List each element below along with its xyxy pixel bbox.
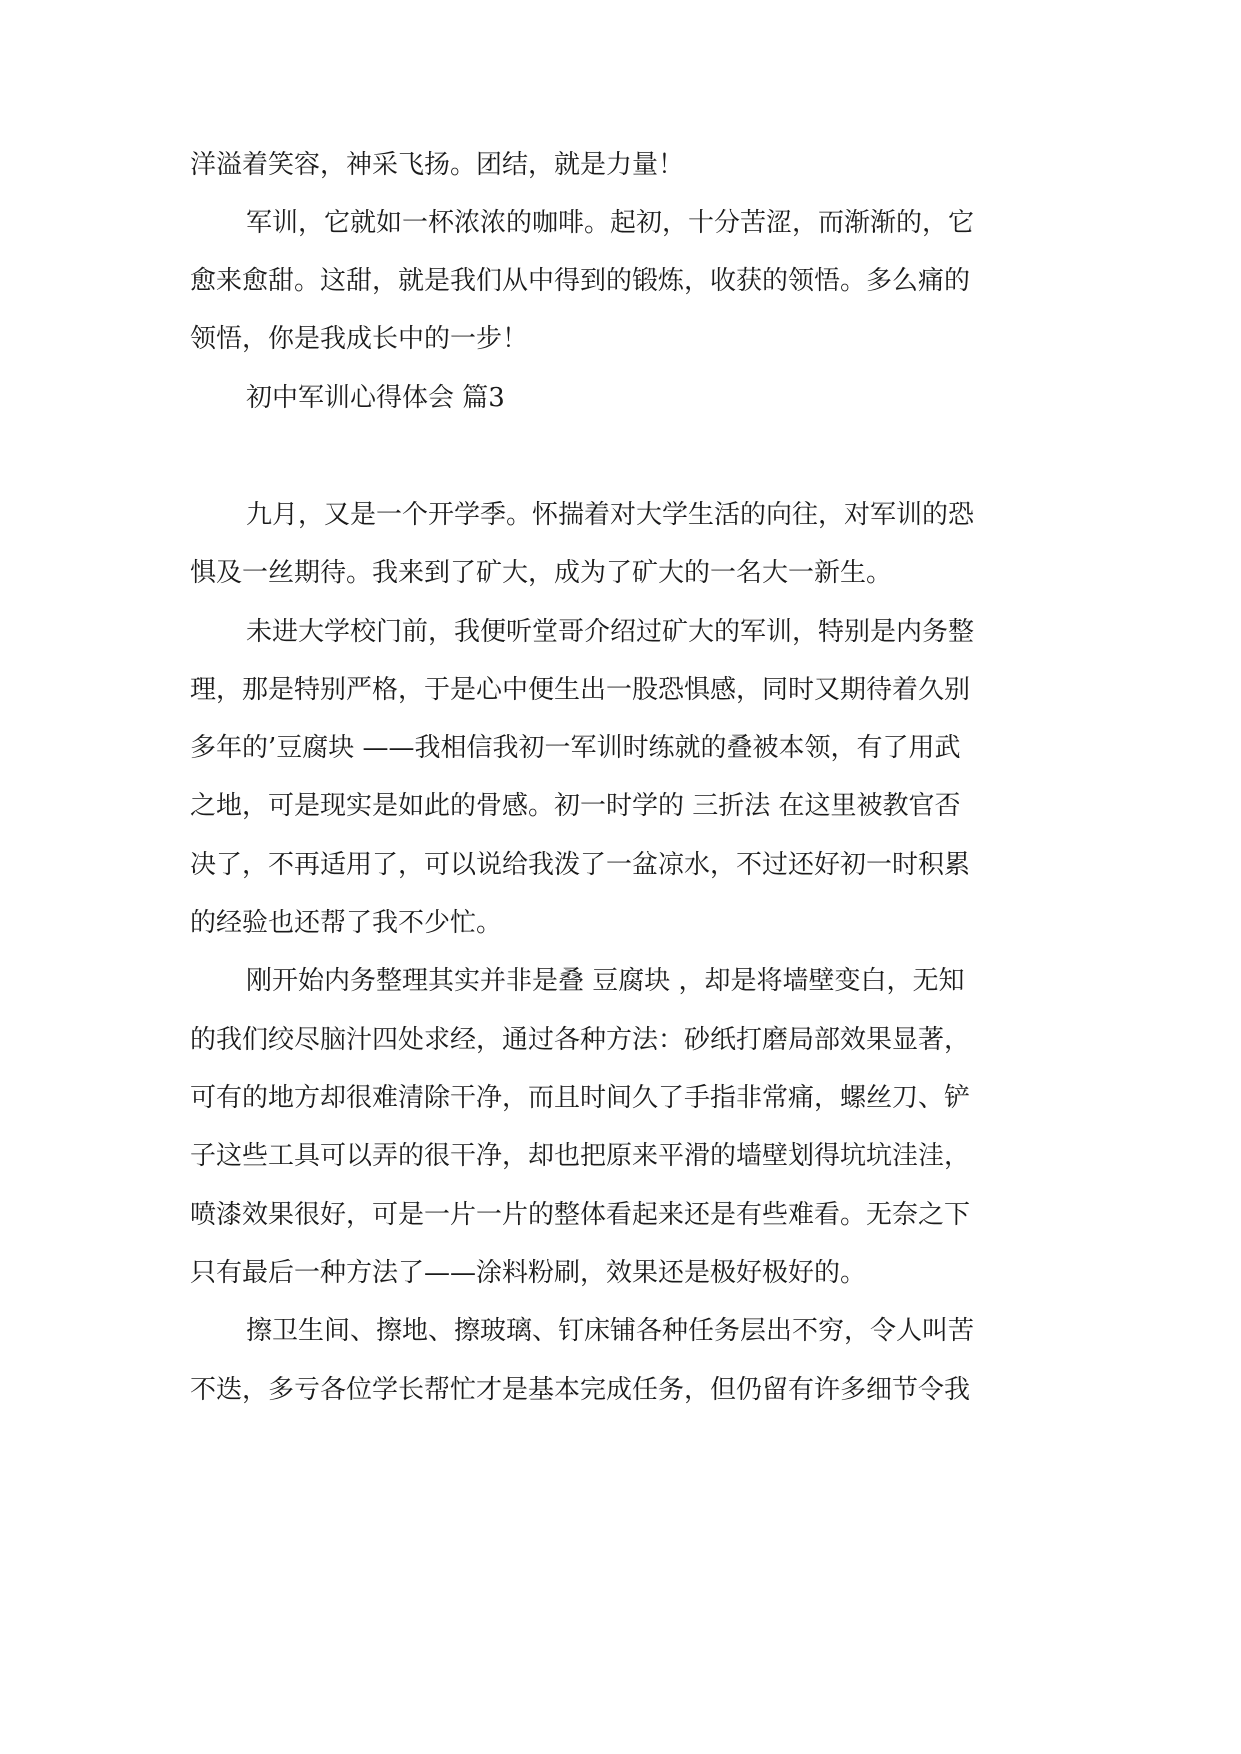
paragraph-line: 不迭，多亏各位学长帮忙才是基本完成任务，但仍留有许多细节令我	[190, 1375, 971, 1405]
paragraph-line: 刚开始内务整理其实并非是叠 豆腐块 ，却是将墙壁变白，无知	[246, 966, 965, 996]
paragraph-line: 的经验也还帮了我不少忙。	[190, 908, 503, 938]
paragraph-line: 惧及一丝期待。我来到了矿大，成为了矿大的一名大一新生。	[190, 558, 893, 588]
paragraph-line: 多年的’豆腐块 ——我相信我初一军训时练就的叠被本领，有了用武	[190, 733, 961, 763]
paragraph-line: 擦卫生间、擦地、擦玻璃、钉床铺各种任务层出不穷，令人叫苦	[246, 1316, 975, 1346]
paragraph-line: 九月，又是一个开学季。怀揣着对大学生活的向往，对军训的恐	[246, 500, 975, 530]
paragraph-line: 决了，不再适用了，可以说给我泼了一盆凉水，不过还好初一时积累	[190, 850, 971, 880]
paragraph-line: 军训，它就如一杯浓浓的咖啡。起初，十分苦涩，而渐渐的，它	[246, 208, 975, 238]
paragraph-line: 愈来愈甜。这甜，就是我们从中得到的锻炼，收获的领悟。多么痛的	[190, 266, 971, 296]
paragraph-line: 子这些工具可以弄的很干净，却也把原来平滑的墙壁划得坑坑洼洼，	[190, 1141, 971, 1171]
paragraph-line: 之地，可是现实是如此的骨感。初一时学的 三折法 在这里被教官否	[190, 791, 961, 821]
paragraph-line: 只有最后一种方法了——涂料粉刷，效果还是极好极好的。	[190, 1258, 867, 1288]
paragraph-line: 的我们绞尽脑汁四处求经，通过各种方法：砂纸打磨局部效果显著，	[190, 1025, 971, 1055]
paragraph-line: 可有的地方却很难清除干净，而且时间久了手指非常痛，螺丝刀、铲	[190, 1083, 971, 1113]
paragraph-line: 未进大学校门前，我便听堂哥介绍过矿大的军训，特别是内务整	[246, 617, 975, 647]
paragraph-line: 喷漆效果很好，可是一片一片的整体看起来还是有些难看。无奈之下	[190, 1200, 971, 1230]
paragraph-line: 领悟，你是我成长中的一步！	[190, 324, 529, 354]
paragraph-line: 洋溢着笑容，神采飞扬。团结，就是力量！	[190, 150, 685, 180]
section-heading: 初中军训心得体会 篇3	[246, 383, 505, 413]
paragraph-line: 理，那是特别严格，于是心中便生出一股恐惧感，同时又期待着久别	[190, 675, 971, 705]
